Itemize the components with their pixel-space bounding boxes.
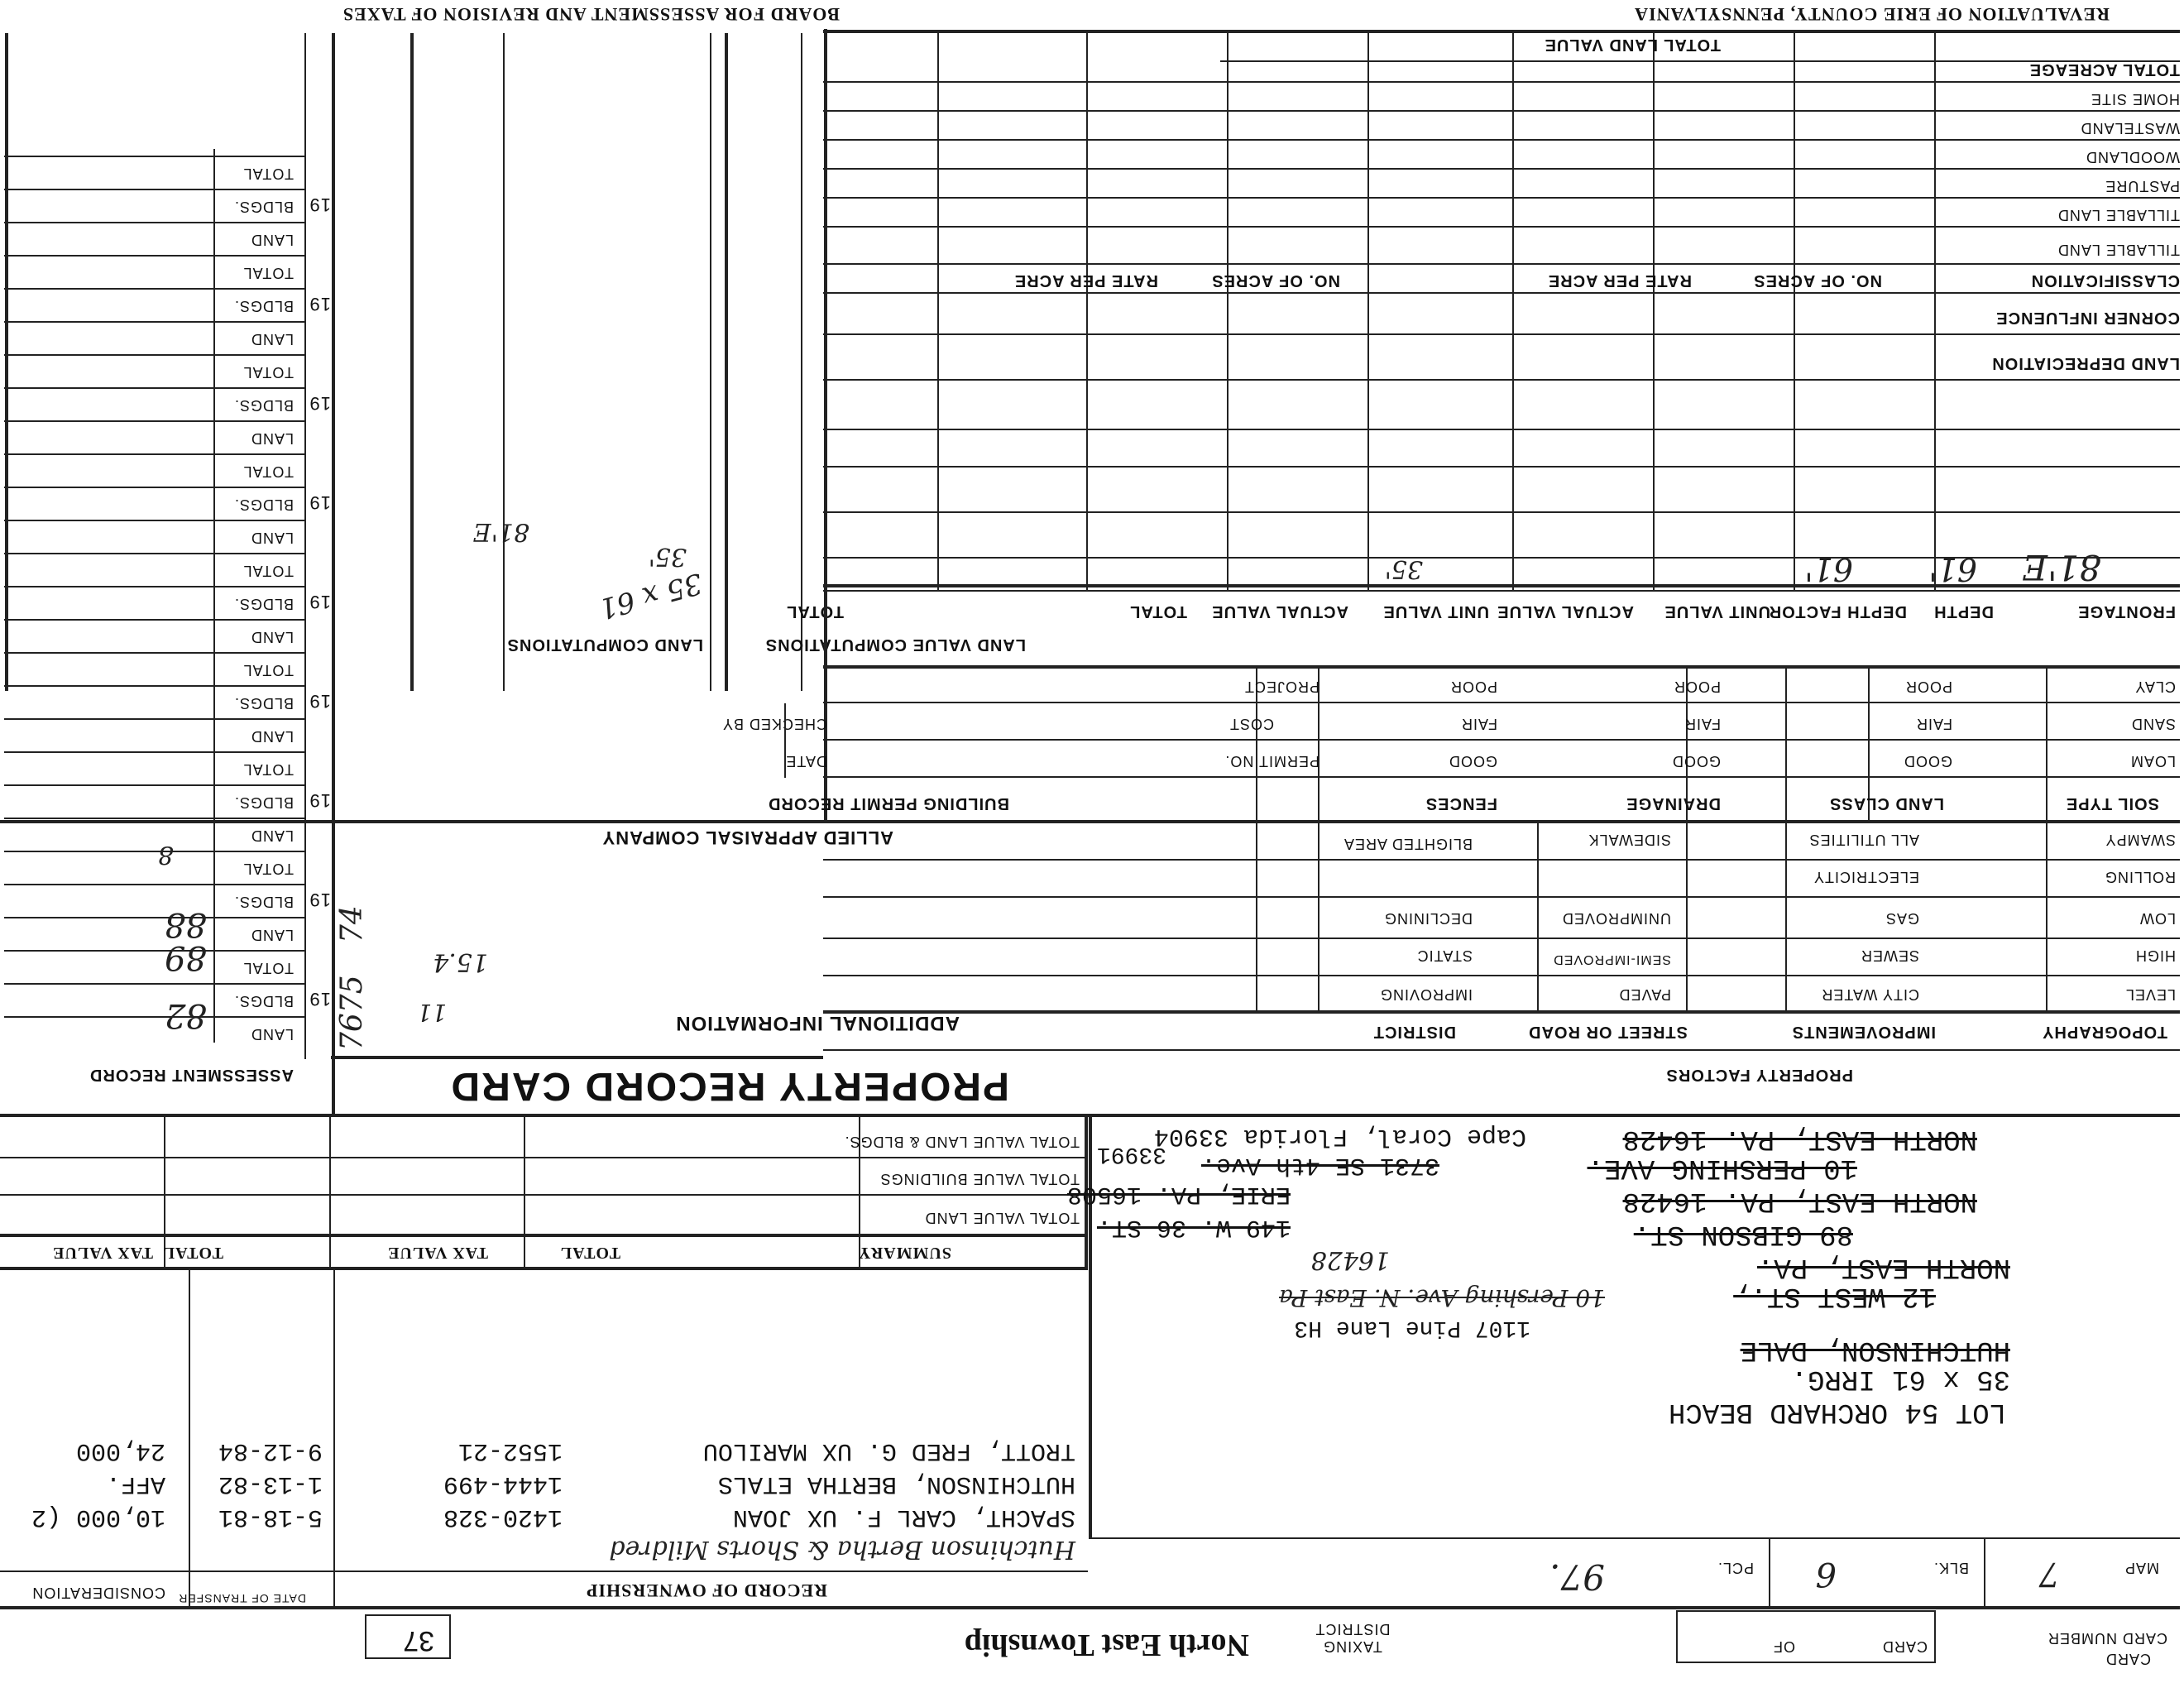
unit-value-header-1: UNIT VALUE [1664, 602, 1770, 621]
actual-value-header-1: ACTUAL VALUE [1497, 602, 1634, 621]
assessment-row-label: TOTAL [242, 165, 294, 182]
taxing-district-label: TAXING DISTRICT [1315, 1621, 1391, 1655]
address-left-5: 149 W. 36 ST. [1096, 1213, 1291, 1241]
assessment-row-label: LAND [250, 1026, 294, 1043]
blk-label: BLK. [1933, 1560, 1969, 1576]
improvement-city-water: CITY WATER [1821, 986, 1919, 1003]
assessment-year-prefix: 19 [309, 890, 331, 910]
unit-value-header-2: UNIT VALUE [1382, 602, 1489, 621]
street-paved: PAVED [1618, 986, 1671, 1003]
assessment-row-line [4, 619, 306, 621]
assessment-note-3: 88 [165, 905, 207, 943]
fences-header: FENCES [1425, 794, 1497, 813]
acreage-row-woodland: WOODLAND [2085, 149, 2180, 165]
assessment-year-prefix: 19 [309, 592, 331, 612]
assessment-row-line [4, 222, 306, 223]
land-class-header: LAND CLASS [1829, 794, 1944, 813]
address-right-8: 35 x 61 IRRG. [1790, 1363, 2010, 1394]
map-label: MAP [2124, 1560, 2159, 1576]
assessment-row-label: LAND [250, 827, 294, 844]
acreage-row-wasteland: WASTELAND [2080, 120, 2180, 137]
page-number: 37 [403, 1625, 434, 1657]
land-value-computations-title: LAND VALUE COMPUTATIONS [764, 635, 1026, 654]
depth-header: DEPTH [1933, 602, 1994, 621]
assessment-row-line [4, 983, 306, 985]
township-name: North East Township [964, 1628, 1249, 1662]
additional-info-title: ADDITIONAL INFORMATION [675, 1012, 960, 1034]
property-factors-title: PROPERTY FACTORS [1665, 1066, 1853, 1084]
grade-poor-3: POOR [1449, 679, 1497, 695]
assessment-row-label: TOTAL [242, 563, 294, 579]
district-declining: DECLINING [1383, 910, 1473, 927]
rate-acre-header-1: RATE PER ACRE [1547, 271, 1692, 290]
assessment-year-prefix: 19 [309, 194, 331, 215]
topography-header: TOPOGRAPHY [2042, 1023, 2167, 1041]
improvement-electricity: ELECTRICITY [1813, 869, 1919, 885]
no-acres-header-1: NO. OF ACRES [1753, 271, 1882, 290]
address-right-4: 89 GIBSON ST. [1633, 1218, 1853, 1249]
ownership-deed: 1420-328 [443, 1503, 563, 1531]
permit-checked-by: CHECKED BY [721, 716, 827, 732]
summary-total-buildings: TOTAL VALUE BUILDINGS [879, 1171, 1080, 1187]
frontage-value: 81'E [2022, 547, 2101, 587]
assessment-year-prefix: 19 [309, 790, 331, 811]
ownership-owner: SPACHT, CARL F. UX JOAN [732, 1503, 1075, 1531]
assessment-year-prefix: 19 [309, 294, 331, 314]
improvements-header: IMPROVEMENTS [1791, 1023, 1936, 1041]
permit-date: DATE [785, 753, 827, 770]
grade-good-3: GOOD [1448, 753, 1497, 770]
assessment-row-label: BLDGS. [233, 397, 294, 414]
topo-low: LOW [2138, 910, 2176, 927]
drainage-header: DRAINAGE [1626, 794, 1721, 813]
of-label: OF [1773, 1638, 1795, 1655]
address-right-5: NORTH EAST, PA. [1756, 1251, 2010, 1283]
topo-rolling: ROLLING [2104, 869, 2176, 885]
assessment-row-line [4, 685, 306, 687]
frontage-header: FRONTAGE [2077, 602, 2176, 621]
assessment-row-label: LAND [250, 728, 294, 745]
assessment-row-line [4, 884, 306, 885]
acreage-row-home-site: HOME SITE [2090, 91, 2180, 108]
assessment-row-line [4, 420, 306, 422]
header-county: REVALUATION OF ERIE COUNTY, PENNSYLVANIA [1634, 4, 2110, 25]
card-label: CARD [1881, 1638, 1928, 1655]
assessment-note-4: 8 [157, 840, 174, 869]
assessment-row-label: BLDGS. [233, 199, 294, 215]
assessment-row-label: BLDGS. [233, 496, 294, 513]
ownership-amount: AFF. [105, 1470, 165, 1498]
assessment-row-line [4, 553, 306, 554]
summary-header: SUMMARY [858, 1244, 951, 1262]
summary-tax-value-header-2: TAX VALUE [52, 1244, 153, 1262]
address-left-1: Cape Coral, Florida 33904 [1153, 1122, 1526, 1150]
card-number-label-1: CARD [2105, 1651, 2151, 1667]
permit-project: PROJECT [1243, 679, 1320, 695]
summary-total-header-2: TOTAL [162, 1244, 223, 1262]
district-header: DISTRICT [1372, 1023, 1456, 1041]
grade-fair-1: FAIR [1915, 716, 1952, 732]
address-right-6: 12 WEST ST., [1733, 1280, 1936, 1312]
grade-poor-2: POOR [1673, 679, 1721, 695]
land-depreciation-label: LAND DEPRECIATION [1991, 354, 2180, 372]
summary-total-land-bldgs: TOTAL VALUE LAND & BLDGS. [844, 1134, 1080, 1150]
permit-no: PERMIT NO. [1224, 753, 1320, 770]
soil-sand: SAND [2130, 716, 2176, 732]
assessment-row-line [4, 387, 306, 389]
assessment-record-title: ASSESSMENT RECORD [89, 1066, 294, 1084]
assessment-row-line [4, 586, 306, 587]
rate-acre-header-2: RATE PER ACRE [1013, 271, 1158, 290]
assessment-row-label: LAND [250, 629, 294, 645]
street-semi-improved: SEMI-IMPROVED [1553, 952, 1671, 966]
ownership-amount: 10,000 (2 [31, 1503, 165, 1531]
grade-fair-2: FAIR [1684, 716, 1721, 732]
assessment-year-prefix: 19 [309, 393, 331, 414]
assessment-row-line [4, 950, 306, 952]
assessment-row-line [4, 751, 306, 753]
summary-total-land: TOTAL VALUE LAND [924, 1210, 1080, 1226]
ownership-date: 9-12-84 [218, 1436, 323, 1465]
permit-cost: COST [1228, 716, 1274, 732]
pcl-value: 97. [1549, 1556, 1605, 1597]
acreage-row-total: TOTAL ACREAGE [2028, 60, 2180, 79]
address-right-9: LOT 54 ORCHARD BEACH [1668, 1396, 2006, 1427]
assessment-divider [213, 248, 215, 348]
grade-poor-1: POOR [1904, 679, 1952, 695]
land-note-3: 35' [648, 542, 687, 571]
street-road-header: STREET OR ROAD [1528, 1023, 1688, 1041]
card-number-label-2: CARD NUMBER [2047, 1630, 2167, 1647]
assessment-row-line [4, 520, 306, 521]
grade-good-2: GOOD [1671, 753, 1721, 770]
soil-type-header: SOIL TYPE [2065, 794, 2159, 813]
assessment-divider [213, 348, 215, 447]
topo-swampy: SWAMPY [2105, 832, 2176, 848]
grade-fair-3: FAIR [1460, 716, 1497, 732]
assessment-year-prefix: 19 [309, 691, 331, 712]
improvement-all-utilities: ALL UTILITIES [1808, 832, 1919, 848]
address-left-4: ERIE, PA. 16508 [1066, 1180, 1291, 1208]
allied-appraisal: ALLIED APPRAISAL COMPANY [601, 827, 893, 848]
ownership-owner: TROTT, FRED G. UX MARILOU [702, 1436, 1075, 1465]
ownership-deed: 1444-499 [443, 1470, 563, 1498]
district-static: STATIC [1416, 947, 1473, 964]
assessment-row-label: BLDGS. [233, 298, 294, 314]
assessment-row-line [4, 321, 306, 323]
ownership-owner: HUTCHINSON, BERTHA ETALS [717, 1470, 1075, 1498]
assessment-row-label: BLDGS. [233, 993, 294, 1009]
acreage-row-pasture: PASTURE [2105, 178, 2180, 194]
additional-note-3: 7675 [335, 975, 369, 1051]
assessment-row-label: TOTAL [242, 463, 294, 480]
assessment-row-line [4, 487, 306, 488]
assessment-row-line [4, 156, 306, 157]
assessment-row-line [4, 453, 306, 455]
assessment-divider [213, 546, 215, 645]
acreage-row-tillable-1: TILLABLE LAND [2057, 207, 2180, 223]
assessment-row-label: LAND [250, 430, 294, 447]
address-right-3: NORTH EAST, PA. 16428 [1622, 1185, 1977, 1216]
soil-clay: CLAY [2134, 679, 2176, 695]
no-acres-header-2: NO. OF ACRES [1211, 271, 1340, 290]
address-right-1: NORTH EAST, PA. 16428 [1622, 1123, 1977, 1154]
ownership-amount: 24,000 [75, 1436, 165, 1465]
ownership-title: RECORD OF OWNERSHIP [586, 1580, 827, 1601]
assessment-row-label: LAND [250, 927, 294, 943]
ownership-deed: 1552-21 [457, 1436, 563, 1465]
ownership-hand-note: Hutchinson Bertha & Shorts Mildred [609, 1535, 1075, 1564]
assessment-row-label: TOTAL [242, 364, 294, 381]
additional-note-2: 11 [417, 999, 447, 1026]
assessment-row-label: LAND [250, 530, 294, 546]
street-sidewalk: SIDEWALK [1588, 832, 1671, 848]
address-hand-2: 10 Pershing Ave. N. East Pa [1279, 1284, 1605, 1312]
assessment-row-line [4, 189, 306, 190]
header-board: BOARD FOR ASSESSMENT AND REVISION OF TAXES [342, 4, 840, 25]
assessment-row-line [4, 718, 306, 720]
assessment-row-label: TOTAL [242, 960, 294, 976]
district-blighted: BLIGHTED AREA [1343, 836, 1473, 852]
total-header-1: TOTAL [1129, 602, 1187, 621]
summary-tax-value-header-1: TAX VALUE [387, 1244, 488, 1262]
additional-note-1: 15.4 [433, 947, 488, 976]
summary-total-header-1: TOTAL [559, 1244, 620, 1262]
address-right-7: HUTCHINSON, DALE [1740, 1334, 2010, 1365]
depth-value: 61' [1928, 551, 1977, 587]
assessment-row-line [4, 1016, 306, 1018]
assessment-row-label: BLDGS. [233, 695, 294, 712]
acreage-row-tillable-2: TILLABLE LAND [2057, 242, 2180, 258]
assessment-note-2: 89 [165, 938, 207, 976]
land-computations-label: LAND COMPUTATIONS [506, 635, 703, 654]
assessment-row-label: TOTAL [242, 265, 294, 281]
depth-factor-value: 61' [1804, 551, 1853, 587]
grade-good-1: GOOD [1903, 753, 1952, 770]
land-note-2: 35 x 61 [595, 566, 706, 626]
assessment-divider [213, 447, 215, 546]
card-of-box [1676, 1610, 1936, 1663]
land-note-4: 81'E [472, 517, 529, 546]
total-header-2: TOTAL [786, 602, 844, 621]
pcl-label: PCL. [1717, 1560, 1754, 1576]
assessment-row-line [4, 255, 306, 257]
street-unimproved: UNIMPROVED [1561, 910, 1671, 927]
assessment-divider [213, 645, 215, 745]
topo-high: HIGH [2135, 947, 2176, 964]
assessment-row-line [4, 288, 306, 290]
assessment-row-label: LAND [250, 331, 294, 348]
address-left-6: 1107 Pine Lane H3 [1294, 1315, 1530, 1340]
assessment-row-line [4, 652, 306, 654]
map-value: 7 [2038, 1555, 2060, 1593]
total-land-value-label: TOTAL LAND VALUE [1544, 36, 1721, 54]
assessment-row-label: TOTAL [242, 761, 294, 778]
topo-level: LEVEL [2124, 986, 2176, 1003]
address-right-2: 10 PERSHING AVE. [1587, 1152, 1857, 1183]
soil-loam: LOAM [2129, 753, 2176, 770]
assessment-year-prefix: 19 [309, 492, 331, 513]
assessment-divider [213, 745, 215, 844]
additional-note-4: 74 [335, 905, 369, 943]
building-permit-title: BUILDING PERMIT RECORD [768, 794, 1009, 813]
depth-factor-header: DEPTH FACTOR [1768, 602, 1907, 621]
address-hand-1: 16428 [1310, 1245, 1390, 1274]
district-improving: IMPROVING [1379, 986, 1473, 1003]
improvement-gas: GAS [1885, 910, 1919, 927]
assessment-row-line [4, 917, 306, 918]
assessment-note-1: 82 [165, 996, 207, 1034]
assessment-row-label: LAND [250, 232, 294, 248]
assessment-year-prefix: 19 [309, 989, 331, 1009]
classification-header: CLASSIFICATION [2030, 271, 2180, 290]
land-note-1: 35' [1384, 554, 1423, 583]
assessment-row-label: TOTAL [242, 861, 294, 877]
assessment-row-line [4, 818, 306, 819]
assessment-row-label: BLDGS. [233, 894, 294, 910]
assessment-row-label: BLDGS. [233, 794, 294, 811]
card-title: PROPERTY RECORD CARD [449, 1064, 1009, 1108]
blk-value: 6 [1815, 1555, 1837, 1593]
ownership-consideration-header: CONSIDERATION [31, 1585, 165, 1601]
assessment-row-line [4, 354, 306, 356]
assessment-row-label: BLDGS. [233, 596, 294, 612]
address-left-2: 3731 SE 4th Ave. [1200, 1151, 1439, 1179]
corner-influence-label: CORNER INFLUENCE [1995, 309, 2180, 327]
assessment-divider [213, 149, 215, 248]
assessment-divider [213, 943, 215, 1043]
address-left-3: 33991 [1096, 1141, 1166, 1167]
ownership-date: 5-18-81 [218, 1503, 323, 1531]
assessment-divider [213, 844, 215, 943]
assessment-row-line [4, 784, 306, 786]
assessment-row-line [4, 851, 306, 852]
actual-value-header-2: ACTUAL VALUE [1211, 602, 1348, 621]
assessment-row-label: TOTAL [242, 662, 294, 679]
ownership-date-header: DATE OF TRANSFER [178, 1592, 306, 1605]
ownership-date: 1-13-82 [218, 1470, 323, 1498]
improvement-sewer: SEWER [1860, 947, 1919, 964]
